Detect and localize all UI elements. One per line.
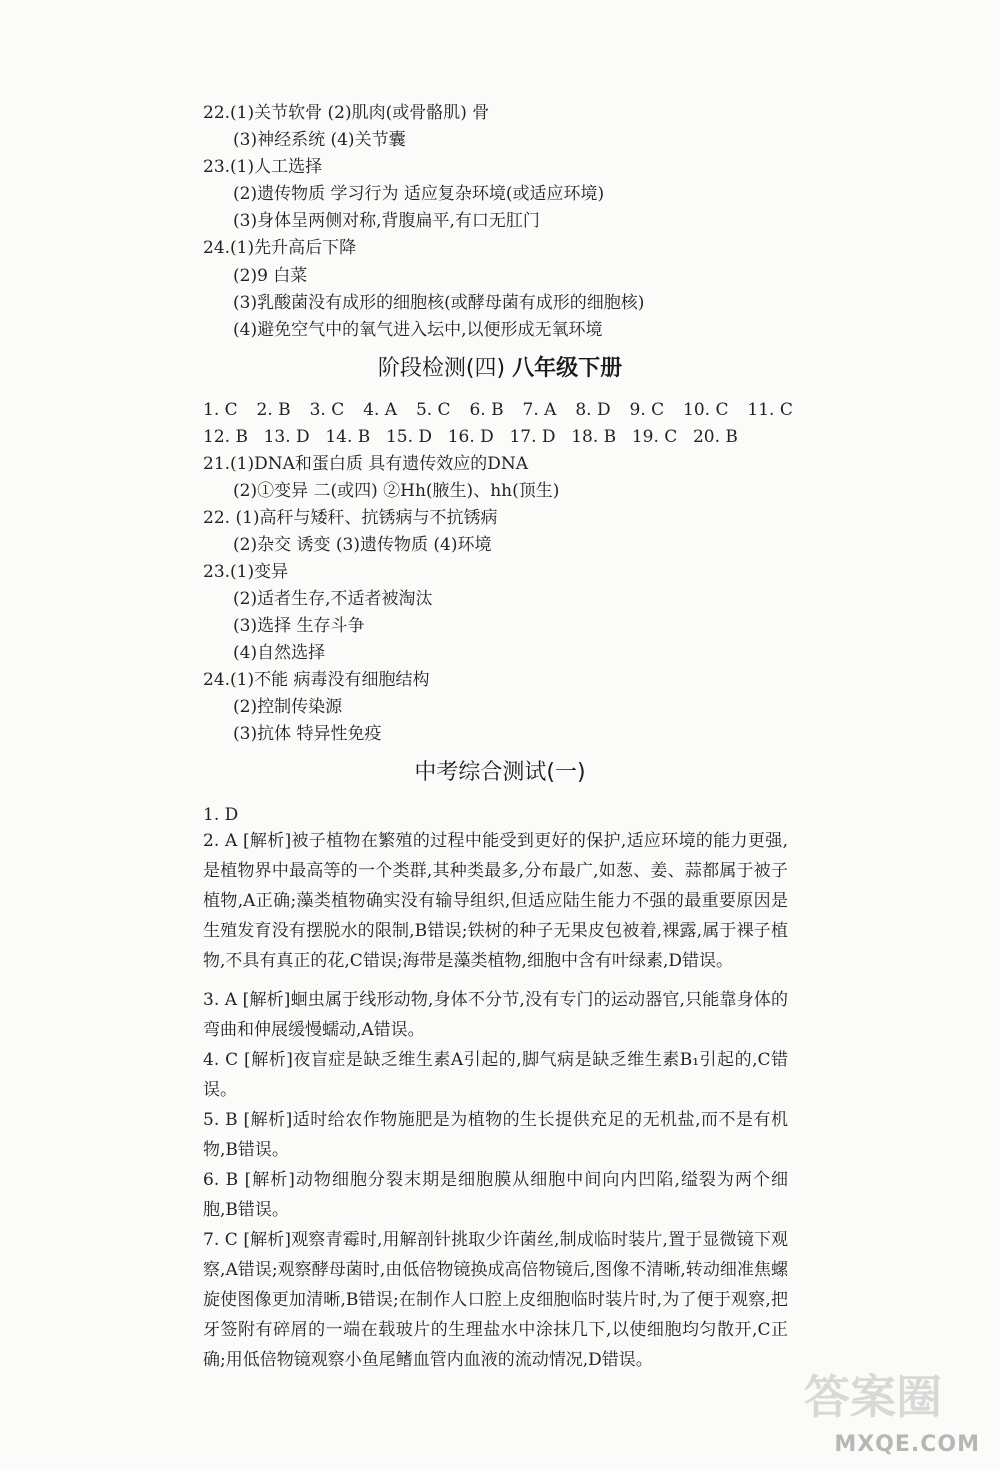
section-heading [0, 758, 1000, 788]
mc-answer: 7. A [522, 400, 557, 420]
section-title-sub: 八年级下册 [512, 356, 623, 381]
answer-line: (2)遗传物质 学习行为 适应复杂环境(或适应环境) [233, 184, 605, 204]
answer-line: (2)①变异 二(或四) ②Hh(腋生)、hh(顶生) [233, 481, 560, 501]
answer-line: (3)选择 生存斗争 [233, 616, 365, 636]
mc-answer: 18. B [571, 427, 617, 447]
mc-answer: 2. B [256, 400, 291, 420]
answer-line: (4)避免空气中的氧气进入坛中,以便形成无氧环境 [233, 320, 603, 340]
mc-answer: 8. D [575, 400, 611, 420]
answer-line: (3)乳酸菌没有成形的细胞核(或酵母菌有成形的细胞核) [233, 293, 645, 313]
mc-answer: 12. B [203, 427, 248, 447]
answer-line: (3)神经系统 (4)关节囊 [233, 130, 406, 150]
section-title: 中考综合测试(一) [414, 760, 586, 785]
answer-line: 23.(1)变异 [203, 562, 289, 582]
mc-answer: 19. C [631, 427, 678, 447]
answer-line: (2)适者生存,不适者被淘汰 [233, 589, 433, 609]
answer-line: 24.(1)不能 病毒没有细胞结构 [203, 670, 430, 690]
mc-answer-row-2 [203, 424, 738, 450]
mc-answer: 20. B [692, 427, 738, 447]
mc-answer: 11. C [747, 400, 793, 420]
mc-answer: 10. C [683, 400, 729, 420]
answer-line: 24.(1)先升高后下降 [203, 238, 357, 258]
mc-answer: 5. C [415, 400, 451, 420]
answer-line: 22.(1)关节软骨 (2)肌肉(或骨骼肌) 骨 [203, 103, 490, 123]
mc-answer: 15. D [385, 427, 433, 447]
answer-line: 22. (1)高秆与矮秆、抗锈病与不抗锈病 [203, 508, 498, 528]
answer-item: 1. D [203, 805, 239, 825]
answer-line: (2)控制传染源 [233, 697, 343, 717]
section-title-main: 阶段检测(四) [377, 356, 506, 381]
answer-item: 5. B [解析]适时给农作物施肥是为植物的生长提供充足的无机盐,而不是有机物,B错误。 [203, 1110, 788, 1160]
answer-line: (3)抗体 特异性免疫 [233, 724, 382, 744]
answer-line: 23.(1)人工选择 [203, 157, 323, 177]
mc-answer: 16. D [447, 427, 494, 447]
answer-line: (2)9 白菜 [233, 266, 308, 286]
mc-answer: 9. C [629, 400, 665, 420]
mc-answer: 17. D [509, 427, 556, 447]
answer-line: (2)杂交 诱变 (3)遗传物质 (4)环境 [233, 535, 492, 555]
answer-item: 3. A [解析]蛔虫属于线形动物,身体不分节,没有专门的运动器官,只能靠身体的弯曲和伸展缓慢蠕动,A错误。 [203, 990, 788, 1040]
watermark-logo-text: 答案圈 [804, 1370, 942, 1424]
answer-item: 4. C [解析]夜盲症是缺乏维生素A引起的,脚气病是缺乏维生素B₁引起的,C错误。 [203, 1050, 788, 1100]
answer-line: 21.(1)DNA和蛋白质 具有遗传效应的DNA [203, 454, 529, 474]
answer-line: (3)身体呈两侧对称,背腹扁平,有口无肛门 [233, 211, 540, 231]
mc-answer: 14. B [325, 427, 371, 447]
mc-answer: 3. C [309, 400, 345, 420]
mc-answer-row-1 [203, 397, 793, 423]
answer-line: (4)自然选择 [233, 643, 326, 663]
mc-answer: 1. C [203, 400, 238, 420]
answer-item: 2. A [解析]被子植物在繁殖的过程中能受到更好的保护,适应环境的能力更强,是植物界中最高等的一个类群,其种类最多,分布最广,如葱、姜、蒜都属于被子植物,A正确;藻类植物确实没有输导组织,但适应陆生能力不强的最重要原因是生殖发育没有摆脱水的限制,B错误;铁树的种子无果皮包被着,裸露,属于裸子植物,不具有真正的花,C错误;海带是藻类植物,细胞中含有叶绿素,D错误。 [203, 831, 788, 971]
answer-item: 6. B [解析]动物细胞分裂末期是细胞膜从细胞中间向内凹陷,缢裂为两个细胞,B错误。 [203, 1170, 788, 1220]
mc-answer: 4. A [363, 400, 398, 420]
mc-answer: 6. B [469, 400, 504, 420]
watermark-text: MXQE.COM [834, 1432, 980, 1457]
section-heading [0, 354, 1000, 384]
answer-item: 7. C [解析]观察青霉时,用解剖针挑取少许菌丝,制成临时装片,置于显微镜下观察,A错误;观察酵母菌时,由低倍物镜换成高倍物镜后,图像不清晰,转动细准焦螺旋使图像更加清晰,B错误;在制作人口腔上皮细胞临时装片时,为了便于观察,把牙签附有碎屑的一端在载玻片的生理盐水中涂抹几下,以使细胞均匀散开,C正确;用低倍物镜观察小鱼尾鳍血管内血液的流动情况,D错误。 [203, 1230, 788, 1370]
mc-answer: 13. D [263, 427, 310, 447]
